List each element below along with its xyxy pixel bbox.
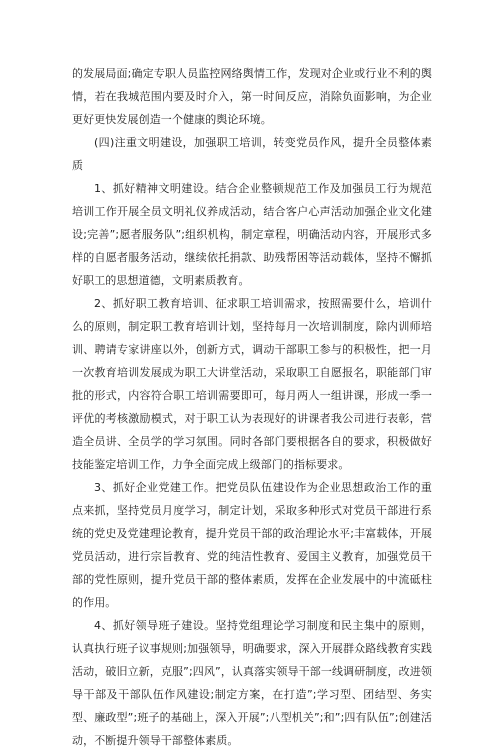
paragraph-party-building: 3、抓好企业党建工作。把党员队伍建设作为企业思想政治工作的重点来抓，坚持党员月度学习，制定计划，采取多种形式对党员干部进行系统的党史及党建理论教育，提升党员干部的政治理论水平;丰富载体，开展党员活动，进行宗旨教育、党的纯洁性教育、爱国主义教育，加强党员干部的党性原则，提升党员干部的整体素质，发挥在企业发展中的中流砥柱的作用。 [72,481,432,609]
paragraph-leadership-team: 4、抓好领导班子建设。坚持党组理论学习制度和民主集中的原则，认真执行班子议事规则;加强领导，明确要求，深入开展群众路线教育实践活动，破旧立新，克服”;四风”，认真落实领导干部一线调研制度，改进领导干部及干部队伍作风建设;制定方案，在打造”;学习型、团结型、务实型、廉政型”;班子的基础上，深入开展”;八型机关”;和”;四有队伍”;创建活动，不断提升领导干部整体素质。 [72,619,432,747]
section-heading: (四)注重文明建设，加强职工培训，转变党员作风，提升全员整体素质 [72,136,432,172]
paragraph-spiritual-civilization: 1、抓好精神文明建设。结合企业整顿规范工作及加强员工行为规范培训工作开展全员文明礼仪养成活动，结合客户心声活动加强企业文化建设;完善”;愿者服务队”;组织机构，制定章程，明确活动内容，开展形式多样的自愿者服务活动，继续依托捐款、助残帮困等活动载体，坚持不懈抓好职工的思想道德，文明素质教育。 [72,182,432,287]
paragraph-staff-training: 2、抓好职工教育培训、征求职工培训需求，按照需要什么，培训什么的原则，制定职工教育培训计划，坚持每月一次培训制度，除内训师培训、聘请专家讲座以外，创新方式，调动干部职工参与的积极性，把一月一次教育培训发展成为职工大讲堂活动，采取职工自愿报名，职能部门审批的形式，内容符合职工培训需要即可，每月两人一组讲课，形成一季一评优的考核激励模式，对于职工认为表现好的讲课者我公司进行表彰，营造全员讲、全员学的学习氛围。同时各部门要根据各自的要求，积极做好技能鉴定培训工作，力争全面完成上级部门的指标要求。 [72,297,432,471]
document-body [72,62,432,752]
paragraph-continuation: 的发展局面;确定专职人员监控网络舆情工作，发现对企业或行业不利的舆情，若在我城范围内要及时介入，第一时间反应，消除负面影响，为企业更好更快发展创造一个健康的舆论环境。 [72,67,432,126]
